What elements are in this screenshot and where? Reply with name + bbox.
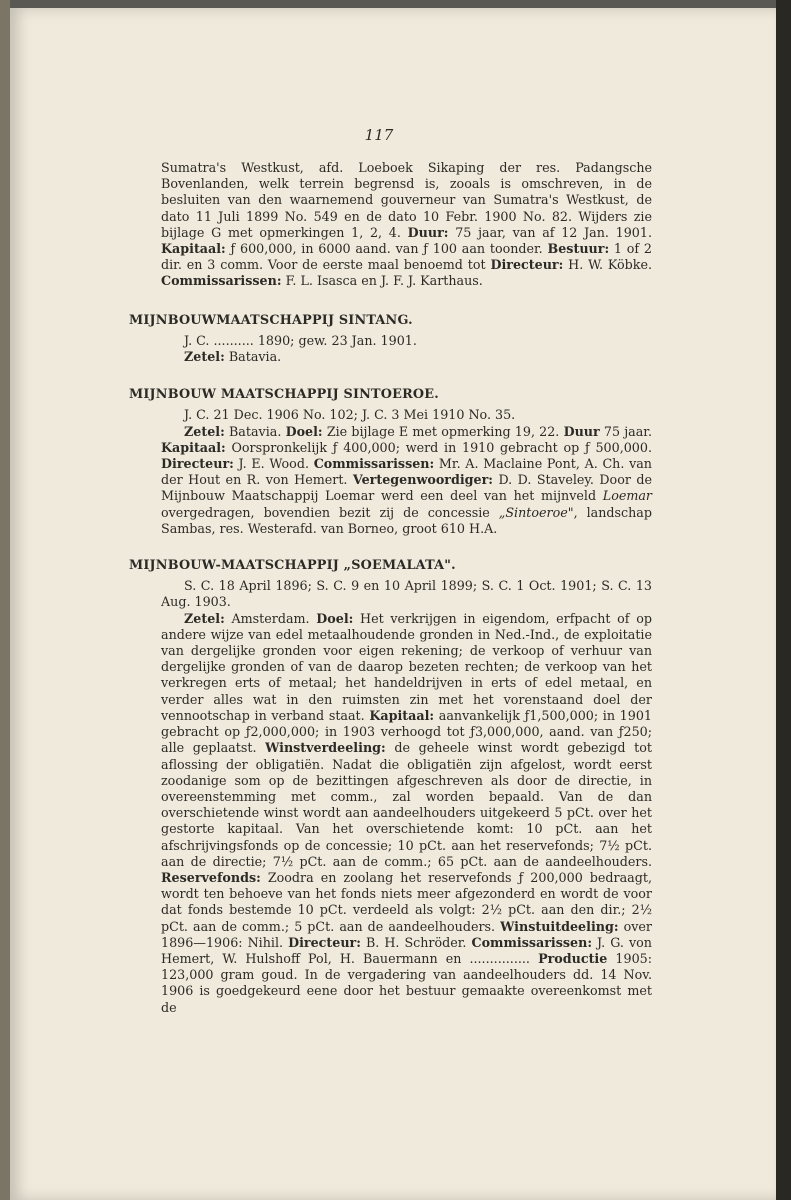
duur-label: Duur xyxy=(563,423,600,439)
sintang-jc-line: J. C. .......... 1890; gew. 23 Jan. 1901. xyxy=(184,332,417,348)
kapitaal-label: Kapitaal: xyxy=(161,241,226,257)
zetel-text: Amsterdam. xyxy=(231,610,310,626)
zetel-label: Zetel: xyxy=(184,349,225,365)
commissarissen-label: Commissarissen: xyxy=(161,273,282,289)
sintoeroe-jc-line: J. C. 21 Dec. 1906 No. 102; J. C. 3 Mei 1910 No. 35. xyxy=(184,407,516,423)
commissarissen-text: J. G. von Hemert, W. Hulshoff Pol, H. Bauermann en ............... xyxy=(161,934,652,966)
productie-text: 1905: 123,000 gram goud. In de vergadering van aandeelhouders dd. 14 Nov. 1906 is goedgekeurd eene door het bestuur gemaakte overeenkomst met de xyxy=(161,950,652,1015)
bestuur-text: 1 of 2 dir. en 3 comm. Voor de eerste maal benoemd tot xyxy=(161,241,652,273)
entry-title-sintoeroe: MIJNBOUW MAATSCHAPPIJ SINTOEROE. xyxy=(129,387,439,403)
doel-label: Doel: xyxy=(316,610,354,626)
vertegenwoordiger-text-3: , landschap Sambas, res. Westerafd. van Borneo, groot 610 H.A. xyxy=(161,504,652,536)
zetel-text: Batavia. xyxy=(228,423,282,439)
directeur-text: J. E. Wood. xyxy=(238,456,309,472)
sintang-zetel xyxy=(161,349,652,365)
vertegenwoordiger-text-2: overgedragen, bovendien bezit zij de concessie xyxy=(161,504,490,520)
commissarissen-text: F. L. Isasca en J. F. J. Karthaus. xyxy=(285,273,483,289)
book-spine-edge xyxy=(0,0,10,1200)
productie-label: Productie xyxy=(538,950,608,966)
italic-sintoeroe: „Sintoeroe" xyxy=(498,504,574,520)
directeur-text: H. W. Köbke. xyxy=(568,257,652,273)
entry-title-soemalata: MIJNBOUW-MAATSCHAPPIJ „SOEMALATA". xyxy=(129,558,456,574)
winstverdeeling-text: de geheele winst wordt gebezigd tot aflossing der obligatiën. Nadat die obligatiën zijn afgelost, wordt eerst zoodanige som op de bezittingen afgeschreven als door de directie, in overeenstemming met comm., zal worden bepaald. Van de dan overschietende winst wordt aan aandeelhouders uitgekeerd 5 pCt. over het gestorte kapitaal. Van het overschietende komt: 10 pCt. aan het afschrijvingsfonds op de concessie; 10 pCt. aan het reservefonds; 7½ pCt. aan de directie; 7½ pCt. aan de comm.; 65 pCt. aan de aandeelhouders. xyxy=(161,740,652,869)
commissarissen-label: Commissarissen: xyxy=(471,934,593,950)
document-page xyxy=(10,8,776,1200)
commissarissen-text: Mr. A. Maclaine Pont, A. Ch. van der Hout en R. von Hemert. xyxy=(161,456,652,488)
zetel-label: Zetel: xyxy=(184,423,225,439)
winstuitdeeling-text: over 1896—1906: Nihil. xyxy=(161,918,652,950)
bestuur-label: Bestuur: xyxy=(547,241,610,257)
italic-loemar: Loemar xyxy=(602,488,652,504)
doel-label: Doel: xyxy=(285,423,323,439)
reservefonds-label: Reservefonds: xyxy=(161,869,261,885)
soemalata-sc-line: S. C. 18 April 1896; S. C. 9 en 10 April 1899; S. C. 1 Oct. 1901; S. C. 13 Aug. 1903. xyxy=(161,578,652,610)
duur-text: 75 jaar, van af 12 Jan. 1901. xyxy=(455,224,652,240)
commissarissen-label: Commissarissen: xyxy=(313,456,435,472)
directeur-label: Directeur: xyxy=(288,934,361,950)
intro-text: Sumatra's Westkust, afd. Loeboek Sikaping der res. Padangsche Bovenlanden, welk terrein begrensd is, zooals is omschreven, in de besluiten van den waarnemend gouverneur van Sumatra's Westkust, de dato 11 Juli 1899 No. 549 en de dato 10 Febr. 1900 No. 82. Wijders zie bijlage G met opmerkingen 1, 2, 4. xyxy=(161,160,652,240)
vertegenwoordiger-text: D. D. Staveley. Door de Mijnbouw Maatschappij Loemar werd een deel van het mijnveld xyxy=(161,472,652,504)
kapitaal-text: Oorspronkelijk ƒ 400,000; werd in 1910 gebracht op ƒ 500,000. xyxy=(231,439,652,455)
kapitaal-text: ƒ 600,000, in 6000 aand. van ƒ 100 aan toonder. xyxy=(230,241,543,257)
duur-text: 75 jaar. xyxy=(603,423,653,439)
directeur-label: Directeur: xyxy=(161,456,234,472)
directeur-text: B. H. Schröder. xyxy=(365,934,467,950)
sintoeroe-body xyxy=(161,424,652,537)
winstverdeeling-label: Winstverdeeling: xyxy=(265,740,386,756)
page-content xyxy=(129,160,653,1016)
winstuitdeeling-label: Winstuitdeeling: xyxy=(500,918,619,934)
intro-paragraph xyxy=(161,160,652,290)
zetel-text: Batavia. xyxy=(228,349,282,365)
soemalata-body xyxy=(161,611,652,1016)
duur-label: Duur: xyxy=(407,224,449,240)
kapitaal-text: aanvankelijk ƒ1,500,000; in 1901 gebracht op ƒ2,000,000; in 1903 verhoogd tot ƒ3,000,000, aand. van ƒ250; alle geplaatst. xyxy=(161,707,652,756)
vertegenwoordiger-label: Vertegenwoordiger: xyxy=(352,472,493,488)
background-edge xyxy=(776,0,791,1200)
entry-title-sintang: MIJNBOUWMAATSCHAPPIJ SINTANG. xyxy=(129,312,413,328)
zetel-label: Zetel: xyxy=(184,610,225,626)
kapitaal-label: Kapitaal: xyxy=(369,707,435,723)
reservefonds-text: Zoodra en zoolang het reservefonds ƒ 200,000 bedraagt, wordt ten behoeve van het fonds niets meer afgezonderd en wordt de voor dat fonds bestemde 10 pCt. verdeeld als volgt: 2½ pCt. aan den dir.; 2½ pCt. aan de comm.; 5 pCt. aan de aandeelhouders. xyxy=(161,869,652,934)
page-number: 117 xyxy=(364,126,394,144)
directeur-label: Directeur: xyxy=(490,257,564,273)
kapitaal-label: Kapitaal: xyxy=(161,439,226,455)
doel-text: Het verkrijgen in eigendom, erfpacht of op andere wijze van edel metaalhoudende gronden in Ned.-Ind., de exploitatie van dergelijke gronden voor eigen rekening; de verkoop of verhuur van dergelijke gronden of van de daarop bezeten rechten; de verkoop van het verkregen erts of metaal; het handeldrijven in erts of edel metaal, en verder alles wat in den ruimsten zin met het vorenstaand doel der vennootschap in verband staat. xyxy=(161,610,652,723)
doel-text: Zie bijlage E met opmerking 19, 22. xyxy=(326,423,560,439)
